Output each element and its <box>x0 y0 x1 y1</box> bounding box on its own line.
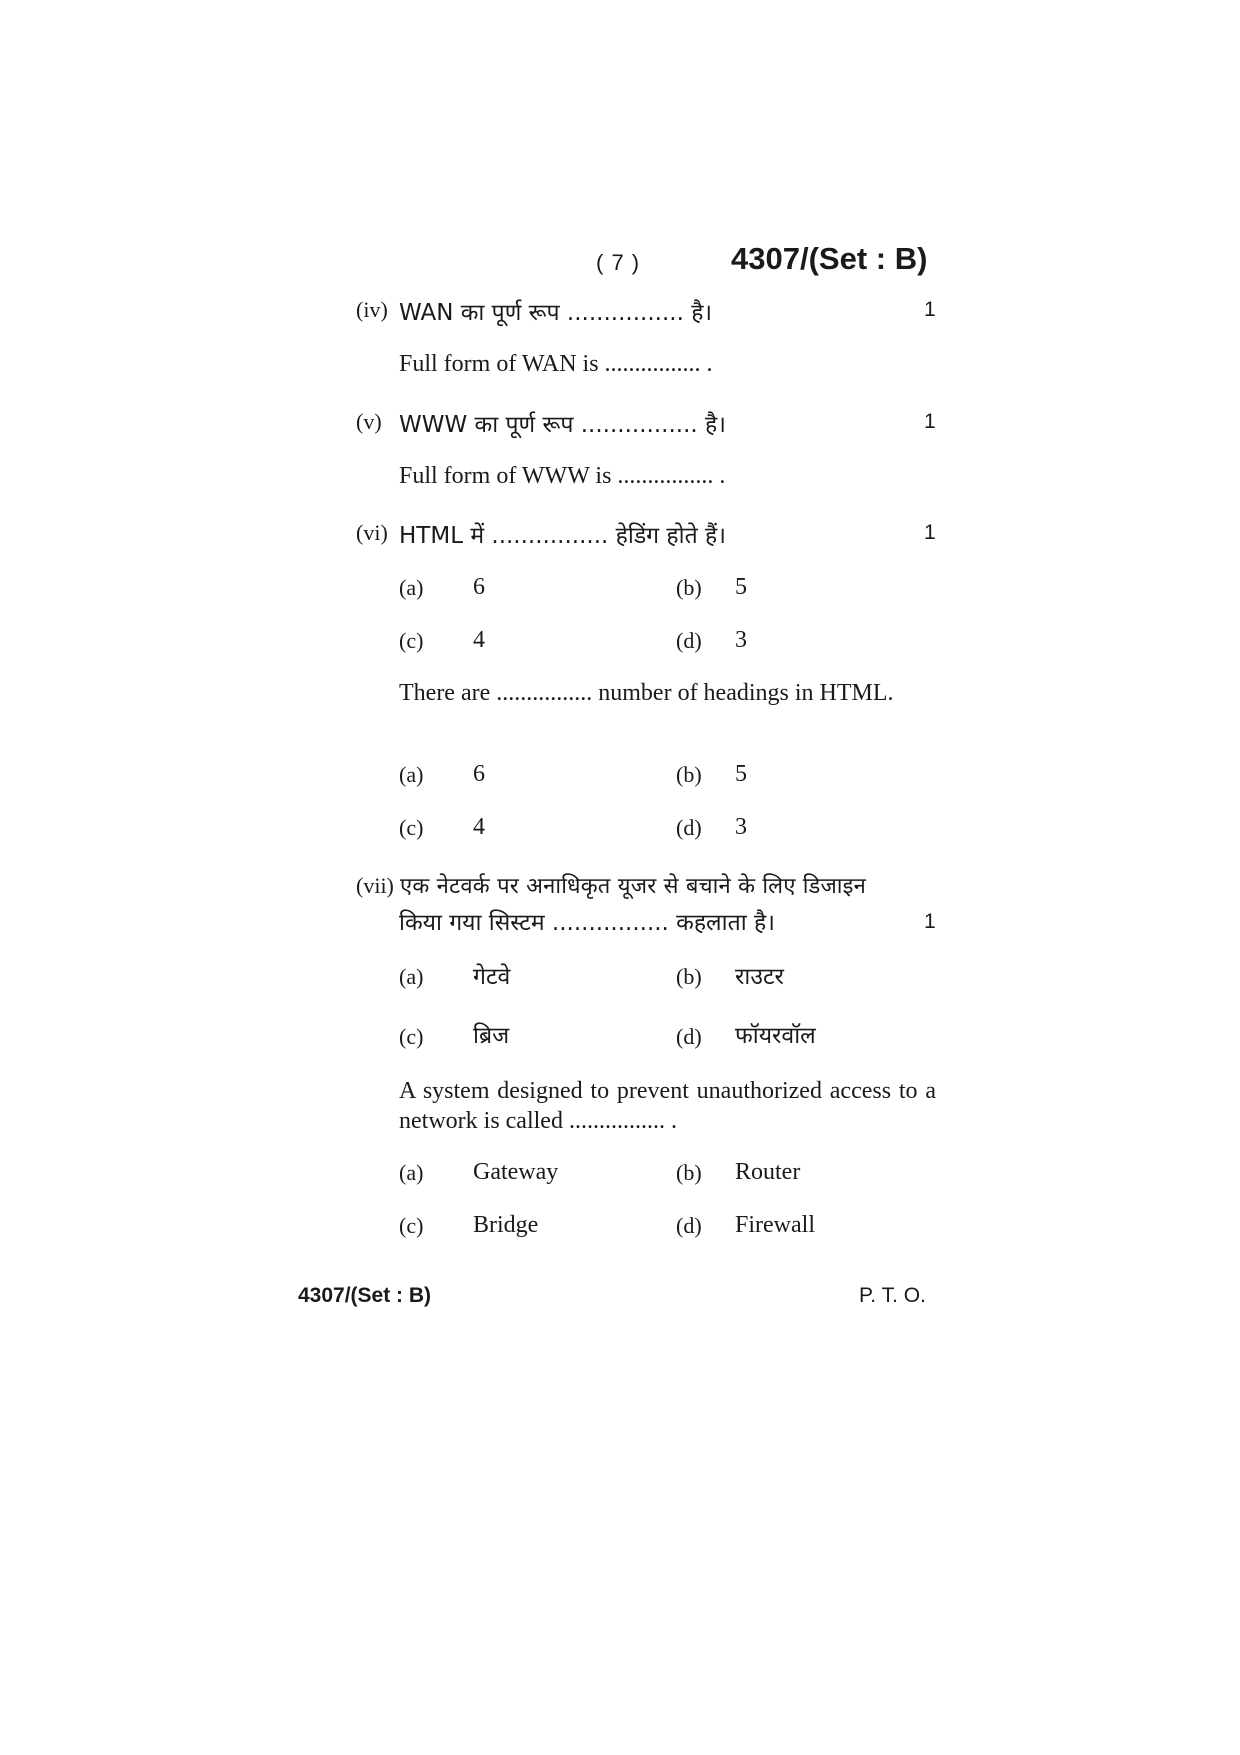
option-a: 6 <box>473 761 485 787</box>
option-b-label: (b) <box>676 575 702 600</box>
question-text-english: Full form of WAN is ................ . <box>399 351 713 377</box>
option-d-label: (d) <box>676 628 702 653</box>
question-text-english: A system designed to prevent unauthorized access to a network is called ................ . <box>399 1078 936 1134</box>
option-d: Firewall <box>735 1212 815 1238</box>
option-a-label: (a) <box>399 575 424 600</box>
option-c: 4 <box>473 627 485 653</box>
option-a: 6 <box>473 574 485 600</box>
option-c-label: (c) <box>399 1213 424 1238</box>
option-b-label: (b) <box>676 964 702 989</box>
option-b: राउटर <box>735 964 784 990</box>
option-a-label: (a) <box>399 964 424 989</box>
question-text-hindi: WAN का पूर्ण रूप ................ है। <box>399 300 713 326</box>
paper-code-header: 4307/(Set : B) <box>731 241 928 276</box>
question-number: (vi) <box>356 520 388 545</box>
option-a-label: (a) <box>399 1160 424 1185</box>
question-number: (vii) <box>356 873 394 898</box>
option-d: 3 <box>735 814 747 840</box>
option-d-label: (d) <box>676 815 702 840</box>
option-b-label: (b) <box>676 1160 702 1185</box>
option-d: फॉयरवॉल <box>735 1023 816 1049</box>
option-b: 5 <box>735 574 747 600</box>
option-d: 3 <box>735 627 747 653</box>
question-text-hindi-line1: एक नेटवर्क पर अनाधिकृत यूजर से बचाने के लिए डिजाइन <box>400 874 867 899</box>
question-number: (v) <box>356 409 382 434</box>
option-a: गेटवे <box>473 964 511 990</box>
option-c: Bridge <box>473 1212 539 1238</box>
question-text-hindi: WWW का पूर्ण रूप ................ है। <box>399 412 726 438</box>
marks: 1 <box>924 521 936 544</box>
marks: 1 <box>924 910 936 933</box>
question-text-english: Full form of WWW is ................ . <box>399 463 726 489</box>
question-number: (iv) <box>356 297 388 322</box>
option-b: Router <box>735 1159 801 1185</box>
option-b: 5 <box>735 761 747 787</box>
marks: 1 <box>924 410 936 433</box>
paper-code-footer: 4307/(Set : B) <box>298 1284 432 1307</box>
option-b-label: (b) <box>676 762 702 787</box>
question-text-english: There are ................ number of headings in HTML. <box>399 680 894 706</box>
option-c: 4 <box>473 814 485 840</box>
option-d-label: (d) <box>676 1213 702 1238</box>
question-text-hindi: HTML में ................ हेडिंग होते हैं। <box>399 523 726 549</box>
option-a: Gateway <box>473 1159 559 1185</box>
option-c-label: (c) <box>399 628 424 653</box>
option-d-label: (d) <box>676 1024 702 1049</box>
option-a-label: (a) <box>399 762 424 787</box>
option-c-label: (c) <box>399 815 424 840</box>
question-text-hindi-line2: किया गया सिस्टम ................ कहलाता है। <box>399 910 775 936</box>
page-number: ( 7 ) <box>596 250 641 275</box>
marks: 1 <box>924 298 936 321</box>
pto-label: P. T. O. <box>859 1284 926 1307</box>
option-c: ब्रिज <box>473 1023 510 1049</box>
option-c-label: (c) <box>399 1024 424 1049</box>
